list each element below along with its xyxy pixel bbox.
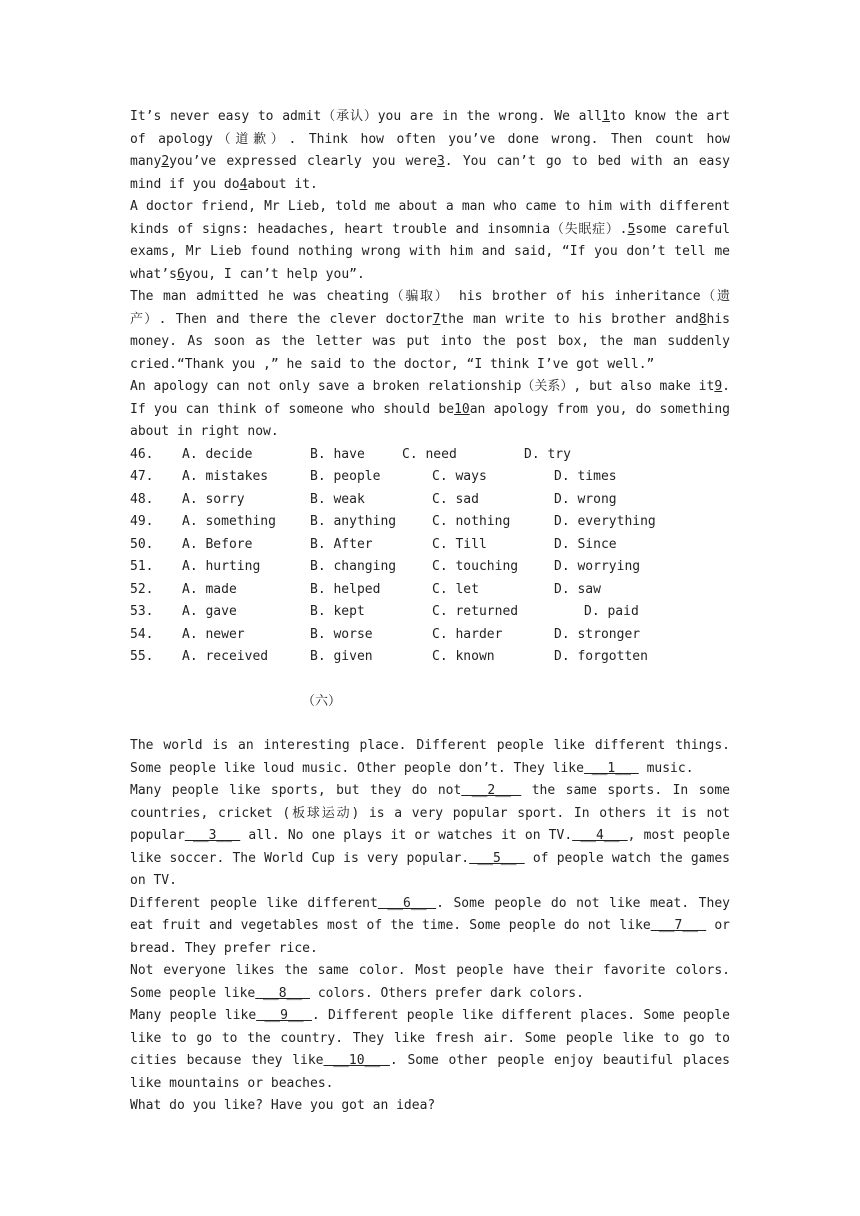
blank-4: __4__ [572,828,628,843]
paragraph: Many people like sports, but they do not __2__ the same sports. In some countries, cricket (板球运动) is a very popular sport. In others it is not popular __3__ all. No one plays it or watches it on TV. __4__ , most people like soccer. The World Cup is very popular. __5__ of people watch the games on TV. [130,783,730,888]
option-row: 53. A. gave B. kept C. returned D. paid [130,604,639,619]
blank-9: __9__ [256,1008,312,1023]
cloze-passage-6 [130,735,730,1118]
option-row: 48. A. sorry B. weak C. sad D. wrong [130,491,617,507]
blank-3: 3 [436,154,445,169]
option-row: 50. A. Before B. After C. Till D. Since [130,536,617,552]
blank-5: 5 [627,221,636,237]
paragraph: What do you like? Have you got an idea? [130,1098,436,1113]
blank-2: __2__ [461,783,522,798]
section-title: （六） [302,693,342,709]
blank-3: __3__ [184,828,241,843]
option-row: 51. A. hurting B. changing C. touching D. worrying [130,559,641,574]
paragraph: The world is an interesting place. Different people like different things. Some people like loud music. Other people don’t. They like __1__ music. [130,738,730,776]
blank-1: __1__ [583,760,639,776]
blank-7: __7__ [650,918,707,933]
option-row: 49. A. something B. anything C. nothing D. everything [130,514,656,529]
option-row: 46. A. decide B. have C. need D. try [130,446,571,462]
paragraph: An apology can not only save a broken relationship（关系）, but also make it9. If you can think of someone who should be10an apology from you, do something about in right now. [130,379,730,439]
blank-9: 9 [714,379,723,394]
option-row: 47. A. mistakes B. people C. ways D. times [130,469,617,484]
blank-2: 2 [161,154,170,169]
blank-10: __10__ [323,1053,390,1068]
paragraph: Many people like __9__ . Different people like different places. Some people like to go to the country. They like fresh air. Some people like to go to cities because they like __10__ . Some other people enjoy beautiful places like mountains or beaches. [130,1008,730,1091]
blank-8: 8 [698,311,707,327]
blank-6: 6 [176,266,185,282]
blank-10: 10 [454,401,470,417]
option-row: 55. A. received B. given C. known D. forgotten [130,649,648,664]
blank-5: __5__ [469,850,525,866]
paragraph: It’s never easy to admit（承认）you are in the wrong. We all1to know the art of apology（道歉）. Think how often you’ve done wrong. Then count how many2you’ve expressed clearly you were3. You can’t go to bed with an easy mind if you do4about it. [130,109,730,192]
blank-7: 7 [432,311,441,327]
option-row: 54. A. newer B. worse C. harder D. stronger [130,626,641,642]
option-row: 52. A. made B. helped C. let D. saw [130,581,601,597]
blank-6: __6__ [377,895,437,911]
cloze-passage-5 [130,106,730,444]
blank-4: 4 [239,176,248,192]
blank-1: 1 [602,109,610,124]
document-page [130,106,730,1118]
paragraph: A doctor friend, Mr Lieb, told me about a man who came to him with different kinds of signs: headaches, heart trouble and insomnia（失眠症）.5some careful exams, Mr Lieb found nothing wrong with him and said, “If you don’t tell me what’s6you, I can’t help you”. [130,199,731,282]
options-list [130,444,730,669]
paragraph: The man admitted he was cheating（骗取） his brother of his inheritance（遗产）. Then and there the clever doctor7the man write to his brother and8his money. As soon as the letter was put into the post box, the man suddenly cried.“Thank you ,” he said to the doctor, “I think I’ve got well.” [130,289,730,372]
paragraph: Not everyone likes the same color. Most people have their favorite colors. Some people like __8__ colors. Others prefer dark colors. [130,963,730,1001]
blank-8: __8__ [255,985,311,1001]
paragraph: Different people like different __6__ . Some people do not like meat. They eat fruit and vegetables most of the time. Some people do not like __7__ or bread. They prefer rice. [130,895,730,956]
